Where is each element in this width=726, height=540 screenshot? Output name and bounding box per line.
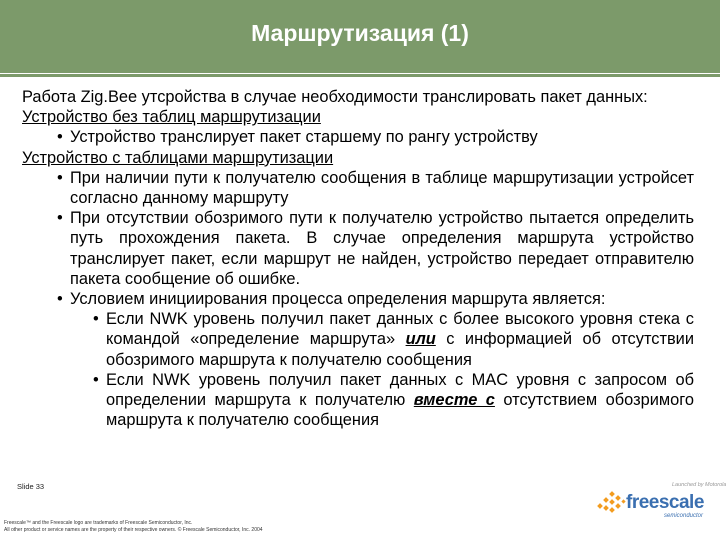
- emphasis-text: вместе с: [413, 391, 495, 410]
- bullet-item: [22, 168, 694, 208]
- bullet-icon: •: [93, 370, 99, 389]
- freescale-logo: [594, 480, 726, 526]
- title-bar: [0, 0, 720, 73]
- bullet-text: При отсутствии обозримого пути к получателю устройство пытается определить путь прохождения пакета. В случае определения маршрута устройство транслирует пакет, если маршрут не найден, устройство передает отправителю пакета сообщение об ошибке.: [70, 209, 694, 288]
- logo-wordmark: freescale: [626, 492, 704, 513]
- sub-bullet-text: с информацией об отсутствии обозримого маршрута к получателю сообщения: [106, 330, 694, 369]
- sub-bullet-item: [22, 309, 694, 370]
- copyright-notice: All other product or service names are the property of their respective owners. © Freescale Semiconductor, Inc. 2004: [4, 526, 263, 533]
- slide-title: Маршрутизация (1): [251, 20, 469, 46]
- intro-text: Работа Zig.Bee утсройства в случае необходимости транслировать пакет данных:: [22, 88, 648, 106]
- bullet-icon: •: [57, 128, 63, 147]
- bullet-text: При наличии пути к получателю сообщения в таблице маршрутизации устройсет согласно данному маршруту: [70, 168, 694, 208]
- emphasis-text: или: [405, 330, 436, 349]
- section-heading-with-tables: Устройство с таблицами маршрутизации: [22, 148, 334, 167]
- trademark-notice: Freescale™ and the Freescale logo are trademarks of Freescale Semiconductor, Inc.: [4, 520, 193, 526]
- title-divider: [0, 74, 720, 77]
- bullet-text: Устройство транслирует пакет старшему по рангу устройству: [70, 128, 538, 147]
- bullet-icon: •: [57, 290, 63, 309]
- logo-subtitle: semiconductor: [664, 513, 704, 519]
- sub-bullet-text: Если NWK уровень получил пакет данных с MAC уровня с запросом об определении маршрута к получателю: [106, 370, 694, 410]
- sub-bullet-text: Если NWK уровень получил пакет данных с более высокого уровня стека с командой «определение маршрута»: [106, 310, 694, 349]
- bullet-item: [22, 208, 694, 289]
- bullet-item: [22, 127, 694, 147]
- sub-bullet-item: [22, 370, 694, 431]
- sub-bullet-text: отсутствием обозримого маршрута к получателю сообщения: [106, 391, 694, 430]
- slide-number: Slide 33: [17, 482, 45, 491]
- legal-footer: [4, 520, 263, 533]
- slide-body: [22, 87, 694, 430]
- bullet-icon: •: [57, 209, 63, 228]
- freescale-mark-icon: [596, 490, 628, 516]
- bullet-text: Условием инициирования процесса определения маршрута является:: [70, 290, 606, 309]
- logo-tagline: Launched by Motorola: [672, 482, 726, 488]
- bullet-icon: •: [93, 310, 99, 329]
- bullet-item: [22, 289, 694, 309]
- section-heading-no-tables: Устройство без таблиц маршрутизации: [22, 108, 321, 127]
- bullet-icon: •: [57, 168, 63, 187]
